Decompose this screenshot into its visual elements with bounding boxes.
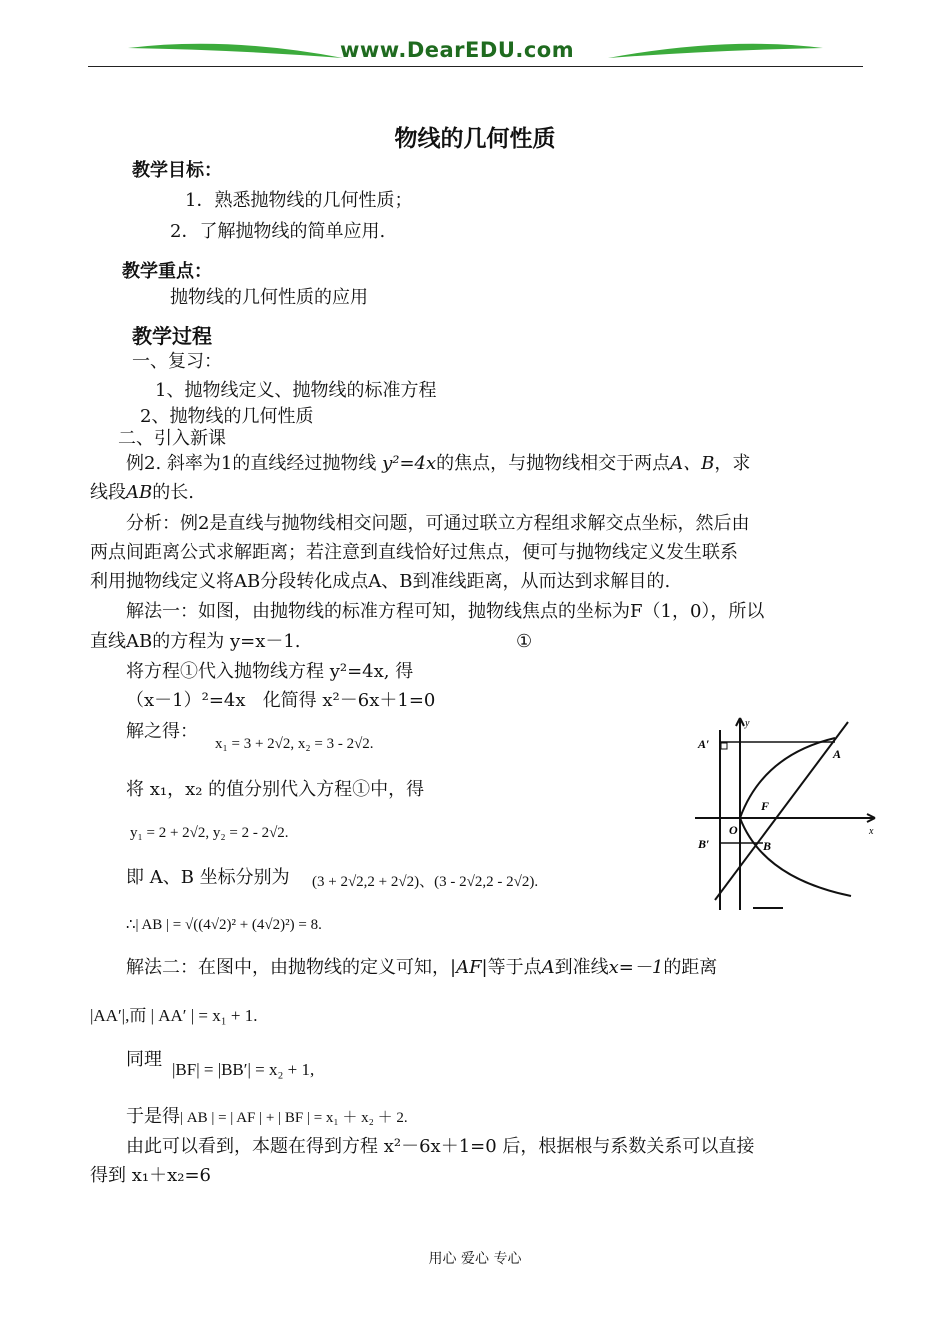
solution2-point-a: A <box>541 957 555 978</box>
example-equation: y²=4x <box>382 453 437 474</box>
review-item-1: 1、抛物线定义、抛物线的标准方程 <box>155 380 437 401</box>
simplified: 化简得 x²－6x＋1=0 <box>262 690 436 711</box>
focus-heading: 教学重点： <box>122 261 212 282</box>
label-a-prime: A′ <box>698 737 710 751</box>
site-logo: www.DearEDU.com <box>340 38 575 62</box>
analysis-line-3: 利用抛物线定义将AB分段转化成点A、B到准线距离，从而达到求解目的. <box>90 571 671 592</box>
solution2-same: 同理 <box>126 1049 162 1070</box>
solution2-line-3: |BF| = |BB′| = x₂ + 1, <box>172 1060 315 1079</box>
substitution: （x－1）²=4x <box>126 690 246 711</box>
solution1-line-6: 将 x₁，x₂ 的值分别代入方程①中，得 <box>126 779 425 800</box>
example-text-a: 例2. 斜率为1的直线经过抛物线 <box>126 453 377 474</box>
example-text-segment: 线段 <box>90 482 126 503</box>
solution2-line-5: 由此可以看到，本题在得到方程 x²－6x＋1=0 后，根据根与系数关系可以直接 <box>126 1136 755 1157</box>
solution2-line-4 <box>126 1105 408 1130</box>
solution2-sum: | AB | = | AF | + | BF | = x₁ ＋ x₂ ＋ 2. <box>180 1110 408 1126</box>
line-ab <box>715 722 848 900</box>
solution1-line-3: 将方程①代入抛物线方程 y²=4x, 得 <box>126 661 414 682</box>
solution1-line-2: 直线AB的方程为 y=x－1. <box>90 631 301 652</box>
example-text-b: 的焦点，与抛物线相交于两点 <box>436 453 671 474</box>
coordinates: (3 + 2√2,2 + 2√2)、(3 - 2√2,2 - 2√2). <box>312 874 539 890</box>
example-text-end: 的长. <box>152 482 194 503</box>
x-roots: x₁ = 3 + 2√2, x₂ = 3 - 2√2. <box>215 736 374 752</box>
solution2-af: |AF| <box>450 957 488 978</box>
label-a: A <box>833 747 842 761</box>
y-roots: y₁ = 2 + 2√2, y₂ = 2 - 2√2. <box>130 825 289 841</box>
right-angle-mark <box>721 743 727 749</box>
solution2-text-e: 到准线 <box>554 957 609 978</box>
focus-text: 抛物线的几何性质的应用 <box>170 287 368 308</box>
intro-heading: 二、引入新课 <box>118 428 226 449</box>
page-title: 物线的几何性质 <box>394 126 556 152</box>
solution2-directrix: x=－1 <box>608 957 664 978</box>
label-y: y <box>745 718 750 729</box>
banner-right-swoosh <box>608 44 823 58</box>
example-text-d: ，求 <box>714 453 751 474</box>
parabola-figure <box>693 710 883 915</box>
solution1-line-4 <box>126 689 435 713</box>
solution1-line-5: 解之得： <box>126 721 198 742</box>
solution1-line-7: 即 A、B 坐标分别为 <box>126 867 290 888</box>
solution2-text-c: 等于点 <box>487 957 542 978</box>
label-f: F <box>761 799 770 813</box>
label-o: O <box>729 823 738 837</box>
example-ab: AB <box>126 482 153 503</box>
distance-formula: ∴| AB | = √((4√2)² + (4√2)²) = 8. <box>126 917 322 933</box>
analysis-line-2: 两点间距离公式求解距离；若注意到直线恰好过焦点，便可与抛物线定义发生联系 <box>90 542 738 563</box>
equation-marker: ① <box>516 631 533 652</box>
example-points: A、B <box>670 453 715 474</box>
solution2-text-g: 的距离 <box>663 957 718 978</box>
review-item-2: 2、抛物线的几何性质 <box>140 406 314 427</box>
example-line-1 <box>126 452 750 476</box>
goal-item-2: 2．了解抛物线的简单应用. <box>170 221 386 242</box>
page-footer: 用心 爱心 专心 <box>428 1251 522 1267</box>
solution2-thus: 于是得 <box>126 1106 180 1127</box>
process-heading: 教学过程 <box>132 324 212 348</box>
solution2-text-a: 解法二：在图中，由抛物线的定义可知， <box>126 957 450 978</box>
solution2-line-1 <box>126 956 717 980</box>
analysis-line-1: 分析：例2是直线与抛物线相交问题，可通过联立方程组求解交点坐标，然后由 <box>126 513 750 534</box>
header-rule <box>88 66 863 67</box>
example-line-2 <box>90 481 194 505</box>
goals-heading: 教学目标： <box>132 160 222 181</box>
label-x: x <box>869 826 874 837</box>
solution2-line-2: |AA′|,而 | AA′ | = x₁ + 1. <box>90 1006 258 1025</box>
solution1-line-1: 解法一：如图，由抛物线的标准方程可知，抛物线焦点的坐标为F（1，0），所以 <box>126 601 765 622</box>
review-heading: 一、复习： <box>132 351 222 372</box>
label-b: B <box>763 839 772 853</box>
solution2-line-6: 得到 x₁＋x₂=6 <box>90 1165 211 1186</box>
label-b-prime: B′ <box>698 837 710 851</box>
goal-item-1: 1．熟悉抛物线的几何性质； <box>185 190 413 211</box>
banner-left-swoosh <box>128 44 343 58</box>
